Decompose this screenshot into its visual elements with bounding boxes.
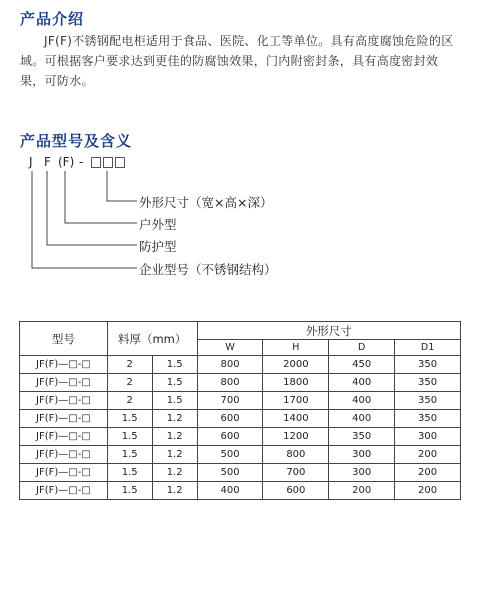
cell-h: 1800 xyxy=(263,374,329,392)
cell-w: 400 xyxy=(197,482,263,500)
intro-heading: 产品介绍 xyxy=(20,10,85,28)
cell-w: 800 xyxy=(197,356,263,374)
table-row xyxy=(20,356,461,374)
cell-d: 450 xyxy=(329,356,395,374)
header-dimensions: 外形尺寸 xyxy=(197,322,460,340)
table-row xyxy=(20,482,461,500)
code-char-j: J xyxy=(29,155,33,169)
header-thickness: 料厚（mm） xyxy=(107,322,197,356)
cell-w: 600 xyxy=(197,428,263,446)
cell-thickness-2: 1.5 xyxy=(152,374,197,392)
table-row xyxy=(20,374,461,392)
cell-d1: 200 xyxy=(395,464,461,482)
cell-d1: 350 xyxy=(395,392,461,410)
label-outdoor: 户外型 xyxy=(139,217,177,232)
cell-d: 400 xyxy=(329,374,395,392)
cell-h: 2000 xyxy=(263,356,329,374)
cell-model: JF(F)—□-□ xyxy=(20,446,108,464)
table-row xyxy=(20,392,461,410)
cell-thickness-1: 2 xyxy=(107,392,152,410)
cell-model: JF(F)—□-□ xyxy=(20,374,108,392)
line-size xyxy=(107,171,137,201)
cell-thickness-2: 1.5 xyxy=(152,356,197,374)
cell-h: 1400 xyxy=(263,410,329,428)
cell-d: 350 xyxy=(329,428,395,446)
cell-thickness-1: 1.5 xyxy=(107,410,152,428)
cell-thickness-1: 1.5 xyxy=(107,428,152,446)
cell-model: JF(F)—□-□ xyxy=(20,356,108,374)
label-protective: 防护型 xyxy=(139,239,177,254)
header-model: 型号 xyxy=(20,322,108,356)
cell-d1: 350 xyxy=(395,356,461,374)
cell-thickness-2: 1.2 xyxy=(152,482,197,500)
header-w: W xyxy=(197,340,263,356)
cell-h: 600 xyxy=(263,482,329,500)
line-company xyxy=(32,171,137,268)
cell-d1: 300 xyxy=(395,428,461,446)
diagram-lines xyxy=(0,0,480,300)
cell-thickness-2: 1.2 xyxy=(152,464,197,482)
cell-thickness-2: 1.5 xyxy=(152,392,197,410)
cell-w: 800 xyxy=(197,374,263,392)
model-heading: 产品型号及含义 xyxy=(20,132,133,150)
cell-w: 700 xyxy=(197,392,263,410)
code-char-f-paren: (F) xyxy=(58,155,75,169)
cell-model: JF(F)—□-□ xyxy=(20,410,108,428)
intro-paragraph: JF(F)不锈钢配电柜适用于食品、医院、化工等单位。具有高度腐蚀危险的区域。可根据客户要求达到更佳的防腐蚀效果，门内附密封条，具有高度密封效果，可防水。 xyxy=(20,34,454,88)
cell-thickness-1: 2 xyxy=(107,356,152,374)
spec-table xyxy=(19,321,461,500)
cell-d1: 200 xyxy=(395,482,461,500)
cell-d: 300 xyxy=(329,446,395,464)
cell-w: 600 xyxy=(197,410,263,428)
header-h: H xyxy=(263,340,329,356)
cell-thickness-2: 1.2 xyxy=(152,446,197,464)
label-company: 企业型号（不锈钢结构） xyxy=(139,262,277,277)
cell-model: JF(F)—□-□ xyxy=(20,464,108,482)
cell-w: 500 xyxy=(197,464,263,482)
table-row xyxy=(20,428,461,446)
cell-thickness-2: 1.2 xyxy=(152,410,197,428)
cell-thickness-1: 2 xyxy=(107,374,152,392)
cell-h: 700 xyxy=(263,464,329,482)
code-dash: - xyxy=(79,155,84,169)
table-row xyxy=(20,410,461,428)
line-protective xyxy=(47,171,137,245)
cell-w: 500 xyxy=(197,446,263,464)
code-char-f: F xyxy=(44,155,51,169)
cell-d: 200 xyxy=(329,482,395,500)
cell-model: JF(F)—□-□ xyxy=(20,482,108,500)
cell-model: JF(F)—□-□ xyxy=(20,428,108,446)
cell-h: 800 xyxy=(263,446,329,464)
cell-d: 400 xyxy=(329,392,395,410)
label-size: 外形尺寸（宽×高×深） xyxy=(139,195,273,210)
cell-h: 1700 xyxy=(263,392,329,410)
cell-thickness-1: 1.5 xyxy=(107,446,152,464)
cell-d: 300 xyxy=(329,464,395,482)
table-row xyxy=(20,464,461,482)
cell-thickness-2: 1.2 xyxy=(152,428,197,446)
header-d: D xyxy=(329,340,395,356)
header-d1: D1 xyxy=(395,340,461,356)
cell-model: JF(F)—□-□ xyxy=(20,392,108,410)
cell-d: 400 xyxy=(329,410,395,428)
cell-d1: 350 xyxy=(395,374,461,392)
cell-d1: 350 xyxy=(395,410,461,428)
table-row xyxy=(20,446,461,464)
cell-h: 1200 xyxy=(263,428,329,446)
cell-thickness-1: 1.5 xyxy=(107,464,152,482)
cell-d1: 200 xyxy=(395,446,461,464)
line-outdoor xyxy=(65,171,137,223)
model-code-diagram xyxy=(0,0,480,300)
cell-thickness-1: 1.5 xyxy=(107,482,152,500)
